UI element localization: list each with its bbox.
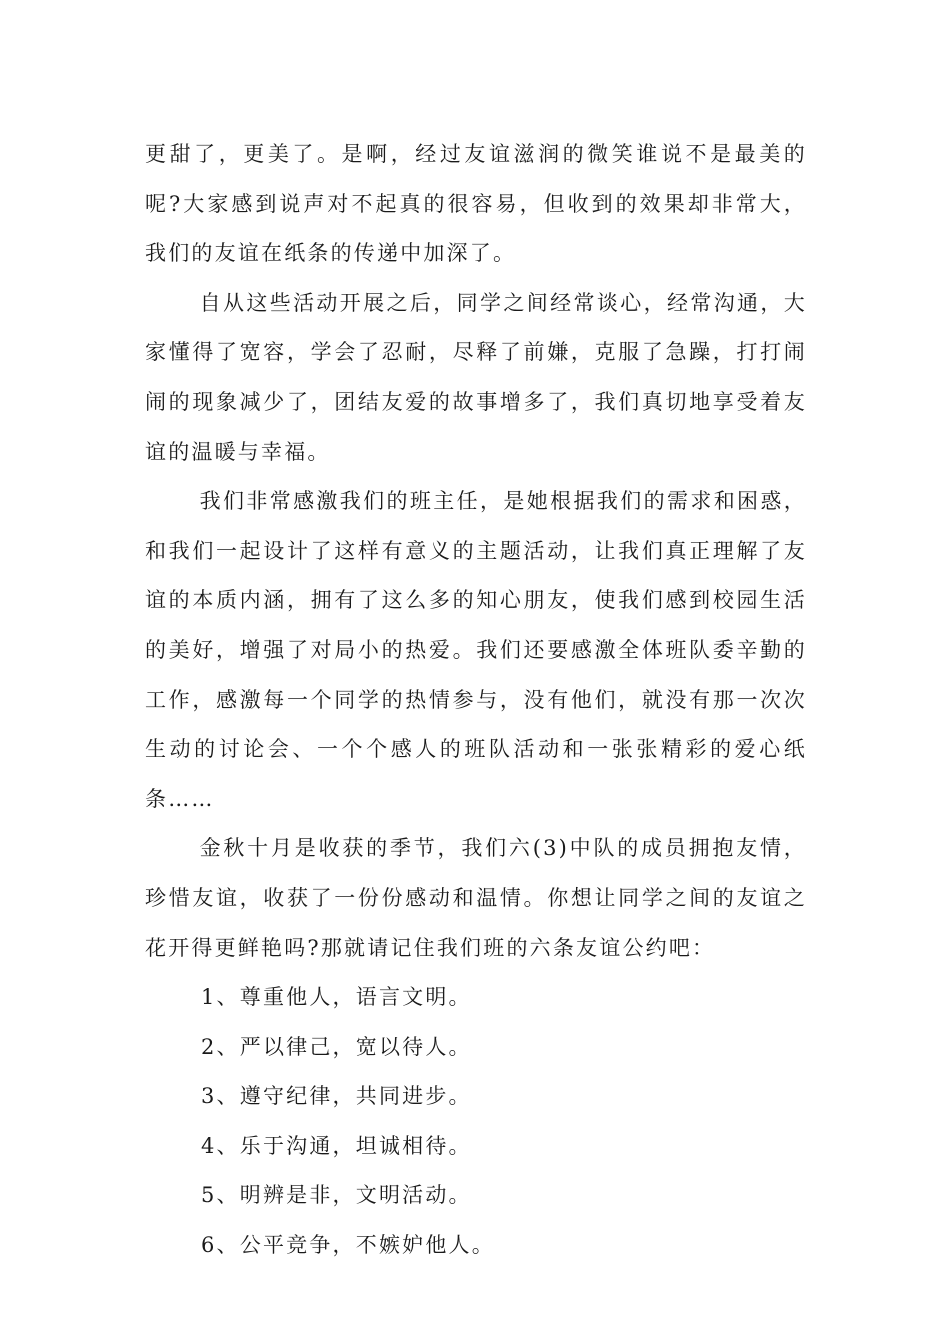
document-body [145,130,807,1271]
list-item: 5、明辨是非，文明活动。 [201,1183,472,1208]
list-item: 2、严以律己，宽以待人。 [201,1034,472,1059]
paragraph-1: 更甜了，更美了。是啊，经过友谊滋润的微笑谁说不是最美的呢?大家感到说声对不起真的很容易，但收到的效果却非常大，我们的友谊在纸条的传递中加深了。 [145,142,807,266]
friendship-pact-list [145,973,807,1271]
paragraph-2: 自从这些活动开展之后，同学之间经常谈心，经常沟通，大家懂得了宽容，学会了忍耐，尽释了前嫌，克服了急躁，打打闹闹的现象减少了，团结友爱的故事增多了，我们真切地享受着友谊的温暖与幸福。 [145,290,807,464]
paragraph-3: 我们非常感激我们的班主任，是她根据我们的需求和困惑，和我们一起设计了这样有意义的主题活动，让我们真正理解了友谊的本质内涵，拥有了这么多的知心朋友，使我们感到校园生活的美好，增强了对局小的热爱。我们还要感激全体班队委辛勤的工作，感激每一个同学的热情参与，没有他们，就没有那一次次生动的讨论会、一个个感人的班队活动和一张张精彩的爱心纸条…… [145,489,807,811]
list-item: 1、尊重他人，语言文明。 [201,985,472,1010]
list-item: 3、遵守纪律，共同进步。 [201,1084,472,1109]
list-item: 6、公平竞争，不嫉妒他人。 [201,1233,495,1258]
list-item: 4、乐于沟通，坦诚相待。 [201,1133,472,1158]
paragraph-4: 金秋十月是收获的季节，我们六(3)中队的成员拥抱友情，珍惜友谊，收获了一份份感动和温情。你想让同学之间的友谊之花开得更鲜艳吗?那就请记住我们班的六条友谊公约吧： [145,836,807,960]
